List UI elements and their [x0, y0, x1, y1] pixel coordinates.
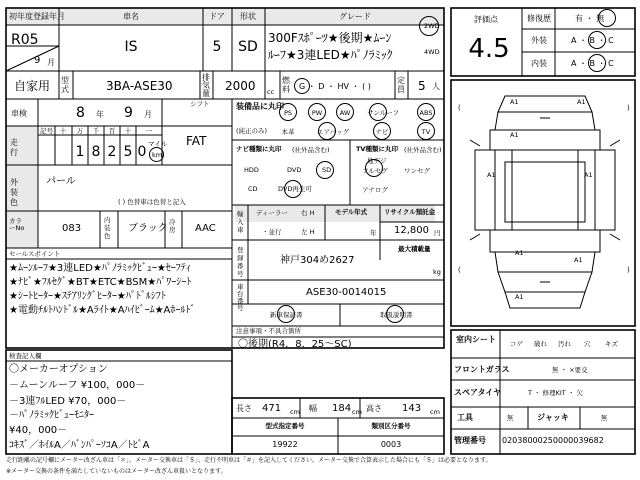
height-label: 高さ — [366, 404, 382, 413]
jack-value: 無 — [600, 414, 608, 422]
repair-history-label: 修復歴 — [527, 14, 551, 23]
navi-type-label: ナビ種類に丸印 — [236, 145, 282, 153]
first-reg-label: 初年度登録年月 — [9, 12, 65, 21]
manual-circle — [386, 305, 404, 323]
tv-oneseg: ワンセグ — [404, 167, 430, 175]
tools-value: 無 — [506, 414, 514, 422]
grade-label: グレード — [339, 12, 371, 21]
type-no: 19922 — [272, 440, 298, 449]
doors: 5 — [212, 39, 222, 55]
exterior-b-circle — [588, 31, 606, 49]
grade-line-2: ﾙｰﾌ★3連LED★ﾊﾟﾉﾗﾐｯｸ — [268, 48, 393, 62]
equip-tv-circle — [417, 122, 435, 140]
damage-mark: A1 — [577, 98, 586, 106]
import-dealer: ディーラー — [256, 209, 288, 217]
equip-abs: ABS — [419, 109, 433, 117]
mileage-memo-label: 記号 — [40, 127, 53, 135]
interior-grade-label: 内装 — [531, 59, 547, 68]
registration-label: 登録番号 — [237, 246, 244, 278]
import-parallel: ・並行 — [262, 228, 282, 236]
front-glass-label: フロントガラス — [454, 365, 510, 374]
mileage-digit-header: 千 — [92, 127, 100, 135]
sales-points-header: セールスポイント — [9, 250, 61, 258]
width-value: 184 — [332, 403, 352, 414]
svg-text:(: ( — [458, 104, 461, 112]
footer-note-2: ※メーター交換の条件を満たしていないものはメーター改ざん車扱いとなります。 — [6, 468, 227, 475]
navi-dvd-play: DVD再生可 — [278, 185, 312, 193]
new-car-warranty: 新車保証書 — [270, 311, 303, 319]
equip-tv: TV — [421, 128, 431, 136]
shape-label: 形状 — [240, 12, 256, 21]
tv-type-sub: (社外品含む) — [404, 146, 442, 154]
first-reg-month-unit: 月 — [47, 58, 55, 67]
color-label: 外装色 — [10, 178, 18, 207]
sales-point-line: ★電動ﾁﾙﾄﾊﾝﾄﾞﾙ★Aﾗｲﾄ★Aﾊｲﾋﾞｰﾑ★Aﾎｰﾙﾄﾞ — [9, 305, 196, 316]
damage-mark: A1 — [574, 256, 583, 264]
inspection-label: 車検 — [11, 109, 27, 118]
recycle-label: リサイクル預託金 — [384, 208, 436, 216]
damage-mark: A1 — [515, 249, 524, 257]
fuel-options: G ・ D ・ HV ・ ( ) — [299, 82, 371, 91]
car-name: IS — [124, 39, 138, 55]
displacement: 2000 — [225, 79, 256, 93]
first-reg-year: R05 — [11, 32, 39, 48]
evaluation-score: 4.5 — [468, 34, 510, 64]
fuel-label: 燃料 — [282, 76, 290, 94]
inspection-year-unit: 年 — [96, 110, 104, 119]
model-label: 型式 — [61, 76, 69, 94]
inspector-note-line: 〇メーカーオプション — [9, 364, 108, 375]
owner-manual: 取扱説明書 — [380, 311, 413, 319]
height-unit: cm — [430, 408, 440, 416]
drive-2wd-circle — [419, 16, 439, 36]
displacement-label: 排気量 — [202, 73, 210, 98]
navi-sd-circle — [316, 161, 334, 179]
length-value: 471 — [262, 403, 282, 414]
color-change-note: ( ) 色替車は色替と記入 — [118, 198, 186, 206]
interior-seat-label: 室内シート — [456, 335, 496, 344]
mileage-digit: 0 — [137, 144, 147, 160]
equip-navi-circle — [373, 122, 391, 140]
class-no-label: 類別区分番号 — [371, 422, 411, 430]
length-unit: cm — [290, 408, 300, 416]
exterior-grade-label: 外装 — [531, 36, 547, 45]
mileage-km-circle — [149, 147, 164, 162]
interior-b-circle — [588, 54, 606, 72]
seat-item: 破れ — [534, 340, 547, 348]
tools-label: 工具 — [457, 413, 473, 422]
score-label: 評価点 — [474, 15, 498, 24]
color-no: 083 — [62, 223, 82, 234]
use-type: 自家用 — [14, 79, 51, 93]
navi-hdd: HDD — [244, 166, 259, 174]
equip-airbag-circle — [318, 122, 336, 140]
damage-mark: A1 — [510, 131, 519, 139]
first-reg-month: 9 — [34, 55, 41, 66]
capacity-unit: 人 — [432, 82, 440, 91]
recycle-unit: 円 — [434, 229, 441, 237]
equip-sunroof: サンルーフ — [367, 109, 399, 117]
equip-pw: PW — [311, 109, 323, 117]
inspector-notes-header: 検査記入欄 — [9, 352, 42, 360]
svg-text:): ) — [627, 104, 630, 112]
seat-item: コゲ — [510, 340, 523, 348]
exterior-grades: A ・ B ・ C — [571, 36, 614, 45]
seat-item: 汚れ — [558, 340, 571, 348]
navi-dvd: DVD — [287, 166, 302, 174]
navi-cd: CD — [248, 185, 258, 193]
mileage-digit-header: 一 — [145, 127, 153, 135]
ac-value: AAC — [195, 223, 216, 234]
mileage-digit: 2 — [107, 144, 117, 160]
mileage-digit: 8 — [91, 144, 101, 160]
management-no: 02038000250000039682 — [502, 436, 604, 445]
color-no-label: カラーNo — [9, 217, 25, 232]
grade-line-1: 300Fｽﾎﾟｰﾂ★後期★ﾑｰﾝ — [268, 31, 392, 45]
spare-tire-value: T ・ 修理KIT ・ 欠 — [528, 389, 583, 397]
mileage-digit-header: 百 — [108, 127, 116, 135]
damage-mark: A1 — [487, 171, 496, 179]
model-code: 3BA-ASE30 — [106, 79, 173, 93]
door-label: ドア — [209, 12, 225, 21]
mileage-unit-mile: マイル — [148, 140, 168, 148]
equipment-label: 装備品に丸印 — [236, 102, 284, 111]
equip-aw: AW — [339, 109, 351, 117]
inspector-note-line: ｺｷｽﾞ／ﾎｲﾙA／ﾊﾞﾝﾊﾟｰｿｺA／ﾄﾋﾞA — [9, 440, 150, 451]
body-shape: SD — [238, 39, 258, 55]
equip-sunroof-circle — [369, 103, 387, 121]
sales-point-line: ★ﾅﾋﾞ★ﾌﾙｾｸﾞ★BT★ETC★BSM★ﾊﾟﾜｰｼｰﾄ — [9, 277, 192, 288]
length-label: 長さ — [236, 404, 252, 413]
interior-color: ブラック — [128, 223, 168, 234]
navi-type-sub: (社外品含む) — [292, 146, 330, 154]
model-year-unit: 年 — [370, 229, 377, 237]
equip-airbag: エアバッグ — [317, 128, 349, 136]
svg-text:): ) — [627, 266, 630, 274]
seat-item: 穴 — [584, 340, 591, 348]
equipment-sub-label: (純正のみ) — [236, 127, 268, 135]
import-right-hand: 右 H — [301, 209, 315, 217]
max-load-label: 最大積載量 — [398, 245, 431, 253]
notes-header: 注意事項・不具合箇所 — [236, 327, 301, 335]
registration-number: 神戸304め2627 — [280, 255, 355, 266]
shift-label: シフト — [190, 100, 210, 108]
sales-point-line: ★ｼｰﾄﾋｰﾀｰ★ｽﾃｱﾘﾝｸﾞﾋｰﾀｰ★ﾊﾟﾄﾞﾙｼﾌﾄ — [9, 291, 166, 302]
inspector-note-line: －3連ﾌﾙLED ¥70，000－ — [9, 396, 127, 407]
equip-aw-circle — [336, 103, 354, 121]
damage-mark: A1 — [584, 171, 593, 179]
chassis-number: ASE30-0014015 — [306, 287, 387, 298]
seat-item: キズ — [605, 340, 618, 348]
width-label: 幅 — [309, 404, 317, 413]
mileage-digit-header: 十 — [59, 127, 67, 135]
damage-mark: A1 — [515, 293, 524, 301]
mileage-digit-header: 十 — [124, 127, 132, 135]
recycle-amount: 12,800 — [394, 225, 429, 236]
capacity-label: 定員 — [397, 76, 405, 94]
equip-ps: PS — [283, 109, 293, 117]
sales-point-line: ★ﾑｰﾝﾙｰﾌ★3連LED★ﾊﾟﾉﾗﾐｯｸﾋﾞｭｰ★ｾｰﾌﾃｨ — [9, 263, 191, 274]
svg-text:(: ( — [458, 266, 461, 274]
mileage-digit: 5 — [123, 144, 133, 160]
tv-type-label: TV種類に丸印 — [356, 145, 398, 153]
tv-fullseg-circle — [365, 159, 383, 177]
inspector-note-line: －ﾊﾟﾉﾗﾐｯｸﾋﾞｭｰﾓﾆﾀｰ — [9, 410, 94, 421]
warranty-circle — [277, 305, 295, 323]
mileage-label: 走行 — [10, 138, 18, 157]
capacity: 5 — [418, 79, 426, 93]
navi-dvd-play-circle — [284, 180, 302, 198]
inspection-month-unit: 月 — [144, 110, 152, 119]
mileage-digit: 1 — [75, 144, 85, 160]
drive-2wd: 2WD — [424, 22, 440, 30]
tv-analog: アナログ — [362, 186, 388, 194]
exterior-color: パール — [46, 176, 76, 187]
equip-ps-circle — [279, 103, 297, 121]
car-diagram — [470, 96, 620, 308]
navi-sd: SD — [322, 166, 332, 174]
front-glass-value: 無 ・ ×要交 — [552, 366, 588, 374]
mileage-unit-km: km — [152, 151, 163, 159]
management-no-label: 管理番号 — [454, 436, 486, 445]
repair-history-options: 有 ・ 無 — [575, 14, 605, 23]
equip-abs-circle — [417, 103, 435, 121]
inspection-year: 8 — [76, 105, 85, 121]
equip-navi: ナビ — [375, 128, 389, 136]
notes-text: 〇後期(R4．8．25～SC) — [238, 339, 352, 350]
max-load-unit: kg — [433, 268, 441, 276]
inspection-month: 9 — [124, 105, 133, 121]
footer-note-1: 走行距離の記号欄にメーター改ざん車は「＊」、メーター交換車は「＄」、走行不明車は「＃」を記入してください。メーター交換で合算表示した場合にも「＄」は必要となります。 — [6, 457, 492, 464]
import-left-hand: 左 H — [301, 228, 315, 236]
fuel-gasoline-circle — [294, 78, 310, 94]
model-year-label: モデル年式 — [335, 208, 368, 216]
ac-label: 冷房 — [169, 218, 176, 234]
jack-label: ジャッキ — [537, 413, 569, 422]
repair-none-circle — [598, 9, 616, 27]
equip-pw-circle — [308, 103, 326, 121]
shift-value: FAT — [186, 134, 207, 148]
inspector-note-line: －ムーンルーフ ¥100，000－ — [9, 380, 146, 391]
equip-leather: 本革 — [281, 128, 295, 136]
car-name-label: 車名 — [123, 12, 139, 21]
import-label: 輸入車 — [237, 210, 244, 234]
spare-tire-label: スペアタイヤ — [454, 388, 502, 397]
interior-grades: A ・ B ・ C — [571, 59, 614, 68]
chassis-label: 車台番号 — [237, 283, 244, 312]
tv-fullseg: フルセグ — [362, 167, 388, 175]
type-no-label: 型式指定番号 — [265, 422, 305, 430]
width-unit: cm — [352, 408, 362, 416]
displacement-unit: cc — [267, 88, 275, 96]
mileage-digit-header: 万 — [76, 127, 84, 135]
drive-4wd: 4WD — [424, 48, 440, 56]
damage-mark: A1 — [510, 98, 519, 106]
height-value: 143 — [402, 403, 422, 414]
tv-digital: 地デジ — [367, 157, 387, 165]
inspector-note-line: ¥40，000－ — [9, 425, 68, 436]
class-no: 0003 — [380, 440, 402, 449]
interior-color-label: 内装色 — [104, 216, 111, 240]
